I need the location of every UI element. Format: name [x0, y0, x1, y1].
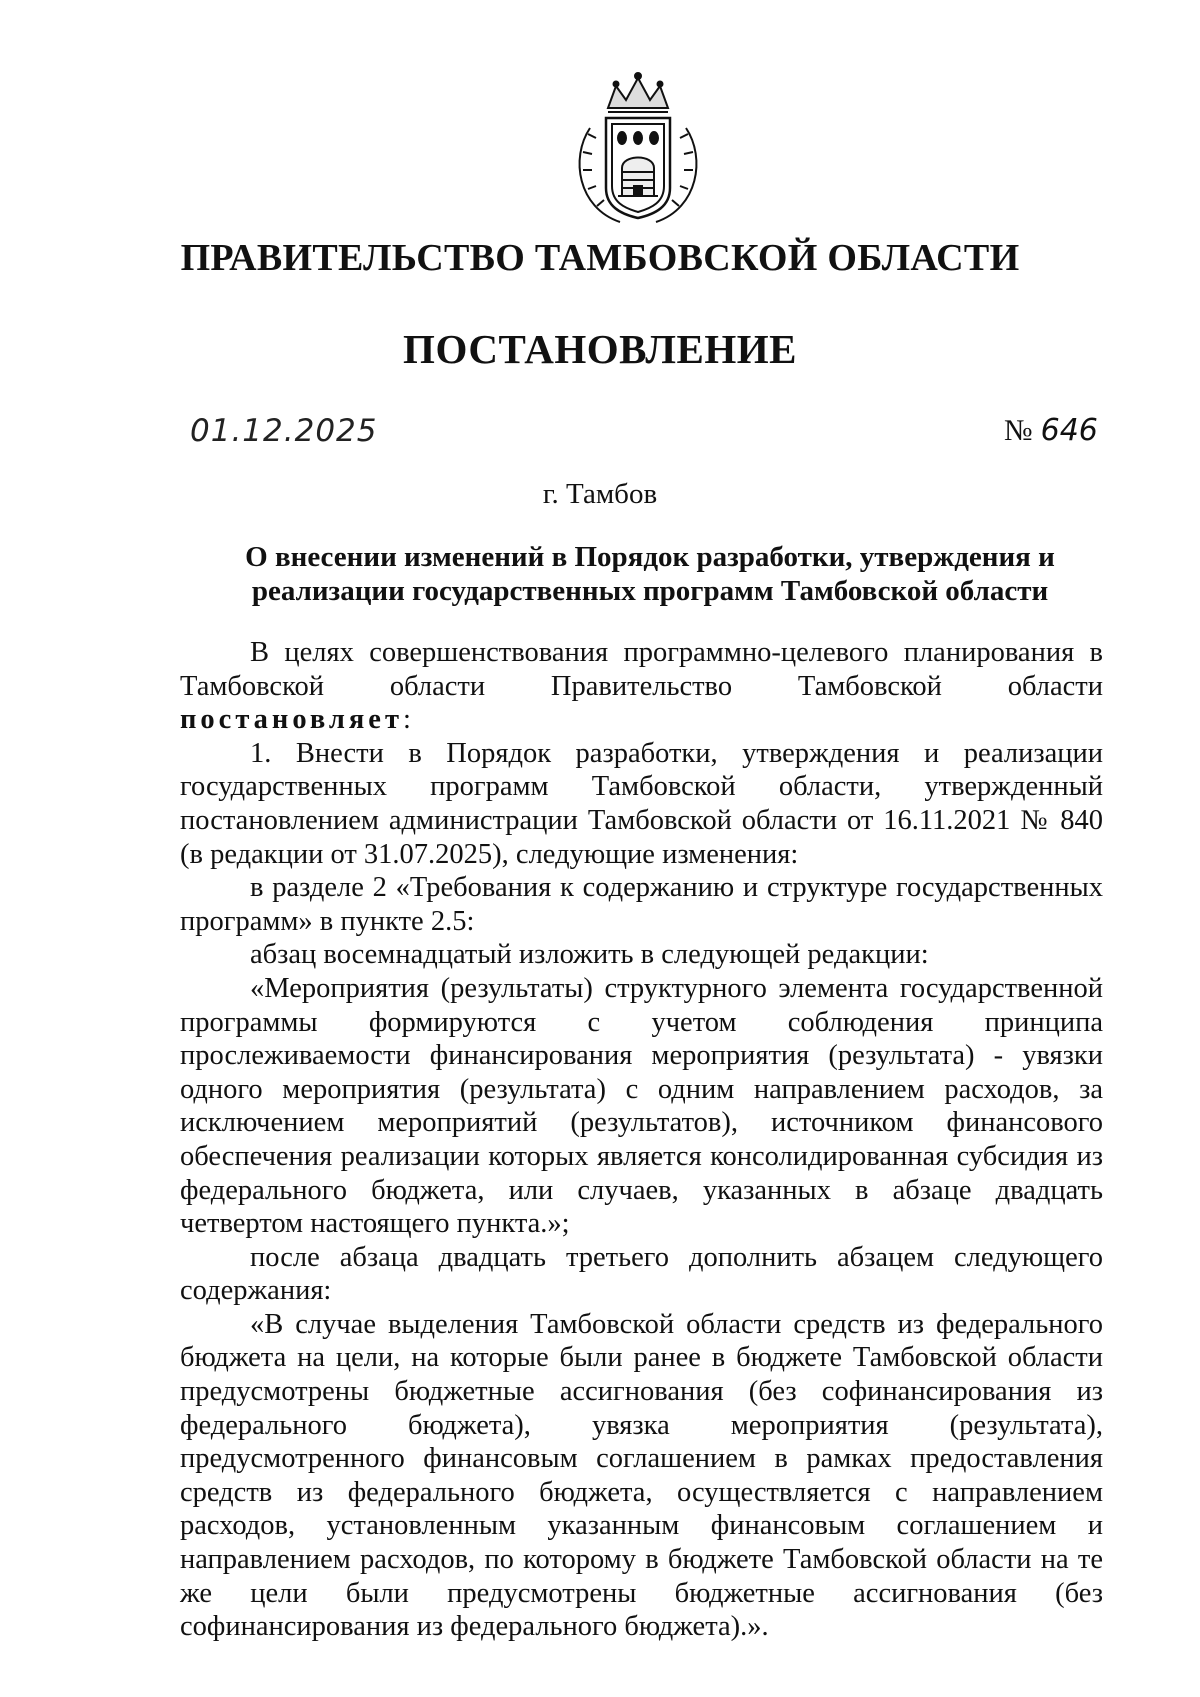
document-date: 01.12.2025 [190, 413, 378, 449]
document-type-title: ПОСТАНОВЛЕНИЕ [403, 326, 797, 372]
document-subject: О внесении изменений в Порядок разработки, утверждения и реализации государственных программ Тамбовской области [245, 541, 1055, 607]
paragraph-5: после абзаца двадцать третьего дополнить абзацем следующего содержания: [180, 1241, 1103, 1307]
intro-paragraph [180, 636, 1103, 737]
document-number [1004, 413, 1098, 448]
paragraph-2: в разделе 2 «Требования к содержанию и структуре государственных программ» в пункте 2.5: [180, 872, 1103, 937]
decree-colon: : [402, 704, 411, 736]
government-title: ПРАВИТЕЛЬСТВО ТАМБОВСКОЙ ОБЛАСТИ [180, 237, 1020, 279]
number-value: 646 [1040, 413, 1098, 448]
paragraph-3: абзац восемнадцатый изложить в следующей редакции: [250, 939, 929, 971]
paragraph-4: «Мероприятия (результаты) структурного элемента государственной программы формируются с учетом соблюдения принципа прослеживаемости финансирования мероприятия (результата) - увязки одного мероприятия (результата) с одним направлением расходов, за исключением мероприятий (результатов), источником финансового обеспечения реализации которых является консолидированная субсидия из федерального бюджета, или случаев, указанных в абзаце двадцать четвертом настоящего пункта.»; [180, 972, 1103, 1240]
paragraph-1: 1. Внести в Порядок разработки, утверждения и реализации государственных программ Тамбовской области, утвержденный постановлением администрации Тамбовской области от 16.11.2021 № 840 (в редакции от 31.07.2025), следующие изменения: [180, 737, 1103, 870]
tambov-coat-of-arms-emblem [560, 68, 716, 230]
city-name: г. Тамбов [542, 478, 658, 510]
decree-word: постановляет [180, 704, 403, 736]
intro-text: В целях совершенствования программно-целевого планирования в Тамбовской области Правительство Тамбовской области [180, 637, 1103, 702]
number-sign: № [1004, 414, 1033, 447]
paragraph-6: «В случае выделения Тамбовской области средств из федерального бюджета на цели, на которые были ранее в бюджете Тамбовской области предусмотрены бюджетные ассигнования (без софинансирования из федерального бюджета), увязка мероприятия (результата), предусмотренного финансовым соглашением в рамках предоставления средств из федерального бюджета, осуществляется с направлением расходов, установленным указанным финансовым соглашением и направлением расходов, по которому в бюджете Тамбовской области на те же цели были предусмотрены бюджетные ассигнования (без софинансирования из федерального бюджета).». [180, 1308, 1103, 1643]
document-body [180, 636, 1103, 1644]
